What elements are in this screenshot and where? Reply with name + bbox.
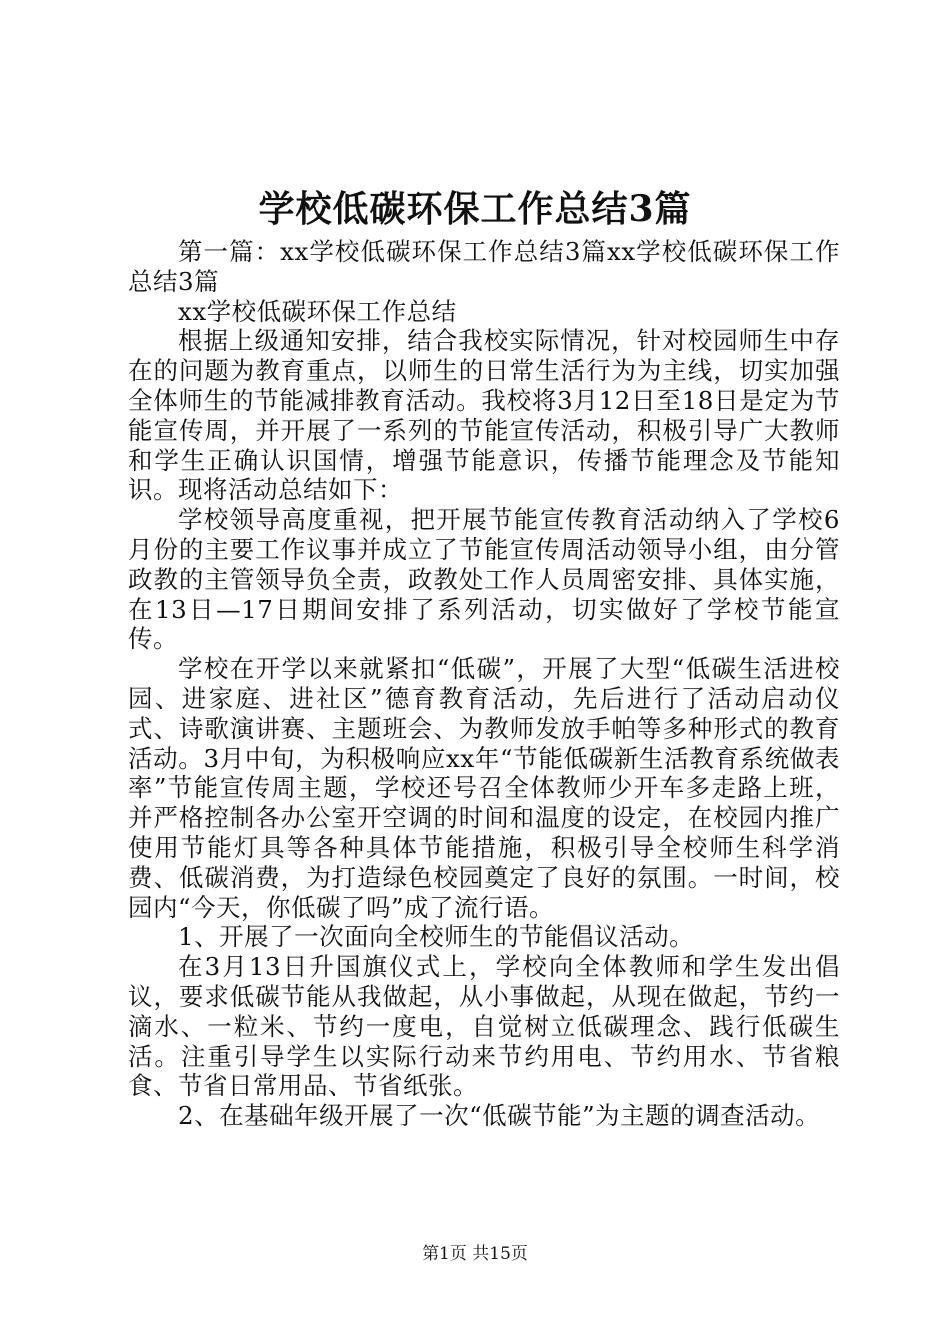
page-number-footer: 第1页 共15页 (422, 1244, 528, 1264)
paragraph-7: 在3月13日升国旗仪式上，学校向全体教师和学生发出倡议，要求低碳节能从我做起，从小事做起，从现在做起，节约一滴水、一粒米、节约一度电，自觉树立低碳理念、践行低碳生活。注重引导学生以实际行动来节约用电、节约用水、节省粮食、节省日常用品、节省纸张。 (128, 952, 840, 1101)
paragraph-3: 根据上级通知安排，结合我校实际情况，针对校园师生中存在的问题为教育重点，以师生的日常生活行为为主线，切实加强全体师生的节能减排教育活动。我校将3月12日至18日是定为节能宣传周，并开展了一系列的节能宣传活动，积极引导广大教师和学生正确认识国情，增强节能意识，传播节能理念及节能知识。现将活动总结如下： (128, 326, 840, 505)
paragraph-1: 第一篇：xx学校低碳环保工作总结3篇xx学校低碳环保工作总结3篇 (128, 237, 840, 296)
paragraph-6: 1、开展了一次面向全校师生的节能倡议活动。 (178, 922, 695, 952)
paragraph-8: 2、在基础年级开展了一次“低碳节能”为主题的调查活动。 (178, 1101, 821, 1131)
document-title: 学校低碳环保工作总结3篇 (258, 188, 692, 230)
paragraph-2: xx学校低碳环保工作总结 (178, 296, 457, 326)
document-body (128, 237, 840, 1131)
paragraph-5: 学校在开学以来就紧扣“低碳”，开展了大型“低碳生活进校园、进家庭、进社区”德育教育活动，先后进行了活动启动仪式、诗歌演讲赛、主题班会、为教师发放手帕等多种形式的教育活动。3月中旬，为积极响应xx年“节能低碳新生活教育系统做表率”节能宣传周主题，学校还号召全体教师少开车多走路上班，并严格控制各办公室开空调的时间和温度的设定，在校园内推广使用节能灯具等各种具体节能措施，积极引导全校师生科学消费、低碳消费，为打造绿色校园奠定了良好的氛围。一时间，校园内“今天，你低碳了吗”成了流行语。 (128, 654, 840, 922)
paragraph-4: 学校领导高度重视，把开展节能宣传教育活动纳入了学校6月份的主要工作议事并成立了节能宣传周活动领导小组，由分管政教的主管领导负全责，政教处工作人员周密安排、具体实施，在13日—17日期间安排了系列活动，切实做好了学校节能宣传。 (128, 505, 840, 654)
